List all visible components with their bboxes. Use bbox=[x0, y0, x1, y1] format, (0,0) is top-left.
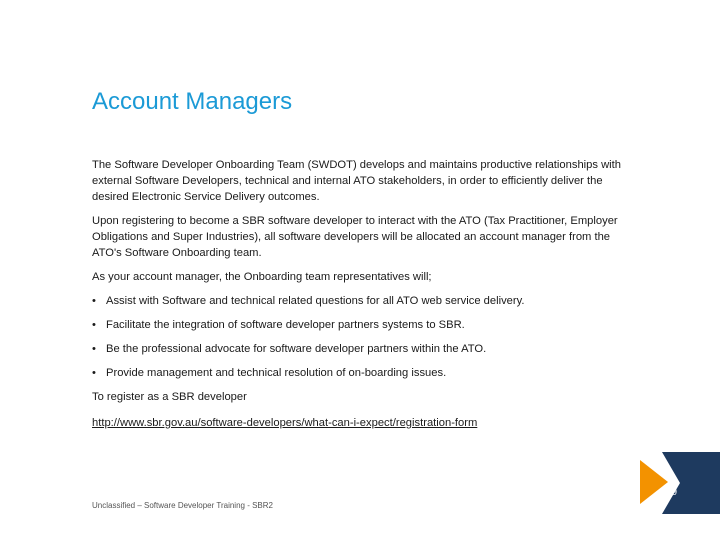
paragraph-intro: The Software Developer Onboarding Team (SWDOT) develops and maintains productive relationships with external Software Developers, technical and internal ATO stakeholders, in order to efficiently deliver the desired Electronic Service Delivery outcomes. bbox=[92, 159, 621, 203]
bullet-icon: • bbox=[92, 367, 96, 379]
registration-link[interactable]: http://www.sbr.gov.au/software-developers/what-can-i-expect/registration-form bbox=[92, 417, 478, 429]
bullet-icon: • bbox=[92, 295, 96, 307]
footer-classification: Unclassified – Software Developer Training - SBR2 bbox=[92, 501, 273, 510]
list-item bbox=[92, 293, 632, 309]
paragraph-account-manager: As your account manager, the Onboarding team representatives will; bbox=[92, 271, 432, 283]
navy-chevron bbox=[662, 452, 720, 514]
page-number: 9 bbox=[672, 487, 678, 497]
bullet-list bbox=[92, 293, 632, 381]
list-item bbox=[92, 341, 632, 357]
list-item-text: Be the professional advocate for software developer partners within the ATO. bbox=[106, 343, 487, 355]
register-text: To register as a SBR developer bbox=[92, 391, 247, 403]
slide-title: Account Managers bbox=[92, 88, 293, 115]
list-item-text: Provide management and technical resolution of on-boarding issues. bbox=[106, 367, 447, 379]
orange-triangle bbox=[640, 460, 668, 504]
list-item bbox=[92, 365, 632, 381]
slide-body bbox=[92, 157, 632, 431]
bullet-icon: • bbox=[92, 319, 96, 331]
corner-logo-shape bbox=[640, 452, 720, 518]
bullet-icon: • bbox=[92, 343, 96, 355]
list-item-text: Facilitate the integration of software developer partners systems to SBR. bbox=[106, 319, 465, 331]
paragraph-registering: Upon registering to become a SBR software developer to interact with the ATO (Tax Practitioner, Employer Obligations and Super Industries), all software developers will be allocated an account manager from the ATO's Software Onboarding team. bbox=[92, 215, 618, 259]
list-item-text: Assist with Software and technical related questions for all ATO web service delivery. bbox=[106, 295, 525, 307]
list-item bbox=[92, 317, 632, 333]
